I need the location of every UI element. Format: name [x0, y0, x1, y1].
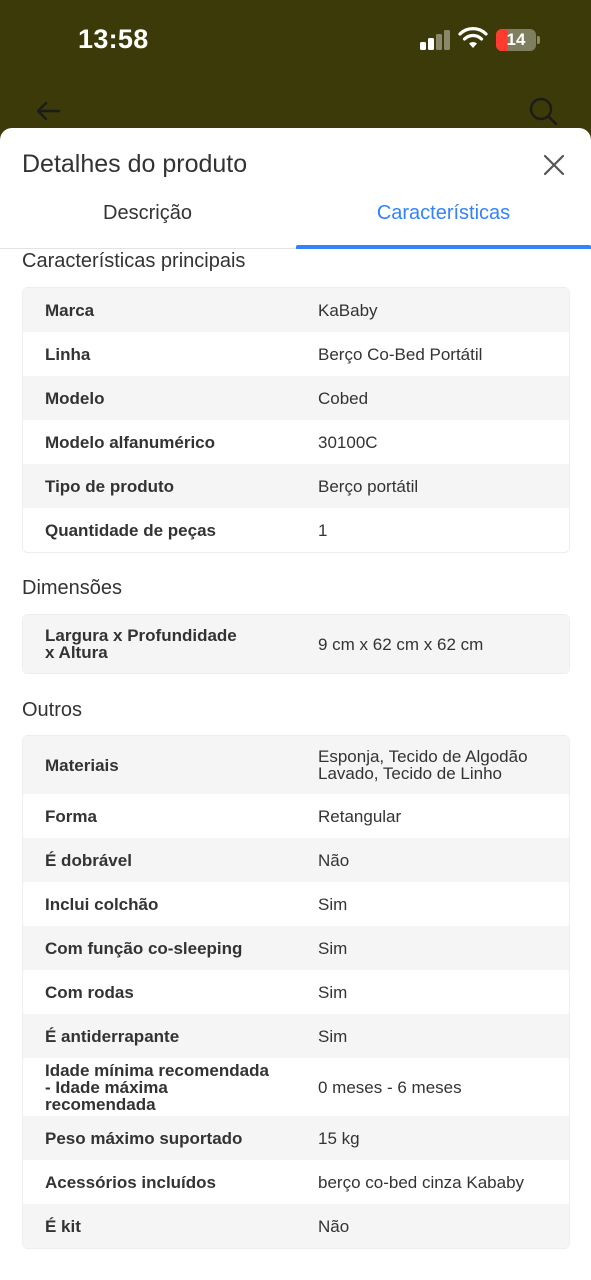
spec-value: Sim [318, 1026, 348, 1046]
battery-level: 14 [506, 30, 526, 49]
status-bar [0, 0, 591, 80]
spec-value: Berço portátil [318, 476, 419, 496]
table-row [23, 882, 569, 926]
table-row [23, 420, 569, 464]
spec-value: Não [318, 850, 350, 870]
spec-label: É antiderrapante [45, 1026, 180, 1046]
table-row [23, 376, 569, 420]
spec-value: 9 cm x 62 cm x 62 cm [318, 634, 484, 654]
spec-label: É kit [45, 1216, 81, 1236]
tab-bar [0, 190, 591, 249]
spec-label: Inclui colchão [45, 894, 159, 914]
spec-label: Marca [45, 300, 95, 320]
sheet-title: Detalhes do produto [22, 150, 248, 178]
spec-label: Forma [45, 806, 97, 826]
active-tab-indicator [296, 245, 591, 249]
spec-label: Modelo alfanumérico [45, 432, 216, 452]
wifi-icon [458, 26, 488, 50]
search-icon[interactable] [528, 96, 558, 126]
spec-value: Não [318, 1216, 350, 1236]
spec-table-principais [22, 287, 570, 553]
table-row [23, 1204, 569, 1248]
spec-label: É dobrável [45, 850, 132, 870]
spec-label: Linha [45, 344, 91, 364]
table-row [23, 332, 569, 376]
table-row [23, 464, 569, 508]
spec-value: 30100C [318, 432, 378, 452]
spec-value: Esponja, Tecido de Algodão Lavado, Tecido de Linho [318, 747, 528, 783]
table-row [23, 508, 569, 552]
spec-value: 0 meses - 6 meses [318, 1077, 462, 1097]
spec-label: Modelo [45, 388, 105, 408]
battery-icon [496, 29, 540, 51]
spec-value: Cobed [318, 388, 369, 408]
table-row [23, 615, 569, 673]
table-row [23, 736, 569, 794]
spec-value: 1 [318, 520, 328, 540]
cellular-signal-icon [420, 30, 452, 50]
section-title-dimensoes: Dimensões [22, 577, 123, 599]
table-row [23, 838, 569, 882]
spec-value: Sim [318, 894, 348, 914]
spec-label: Idade mínima recomendada - Idade máxima recomendada [45, 1060, 269, 1114]
table-row [23, 926, 569, 970]
section-title-outros: Outros [22, 699, 83, 721]
spec-value: Sim [318, 938, 348, 958]
tab-caracteristicas[interactable]: Características [376, 202, 511, 224]
spec-label: Quantidade de peças [45, 520, 216, 540]
table-row [23, 970, 569, 1014]
table-row [23, 1014, 569, 1058]
spec-label: Peso máximo suportado [45, 1128, 243, 1148]
spec-label: Acessórios incluídos [45, 1172, 216, 1192]
spec-label: Tipo de produto [45, 476, 175, 496]
table-row [23, 1116, 569, 1160]
spec-table-dimensoes [22, 614, 570, 674]
spec-value: berço co-bed cinza Kababy [318, 1172, 525, 1192]
spec-label: Materiais [45, 755, 119, 775]
spec-value: Retangular [318, 806, 402, 826]
close-icon[interactable] [540, 151, 568, 179]
spec-value: Berço Co-Bed Portátil [318, 344, 483, 364]
spec-value: Sim [318, 982, 348, 1002]
back-arrow-icon[interactable] [33, 96, 63, 126]
spec-label: Com rodas [45, 982, 134, 1002]
status-time: 13:58 [78, 24, 149, 54]
table-row [23, 288, 569, 332]
spec-value: KaBaby [318, 300, 378, 320]
product-details-sheet [0, 128, 591, 1280]
section-title-principais: Características principais [22, 250, 246, 272]
table-row [23, 794, 569, 838]
spec-table-outros [22, 735, 570, 1249]
spec-value: 15 kg [318, 1128, 360, 1148]
table-row [23, 1058, 569, 1116]
spec-label: Com função co-sleeping [45, 938, 243, 958]
tab-descricao[interactable]: Descrição [103, 202, 192, 224]
table-row [23, 1160, 569, 1204]
spec-label: Largura x Profundidade x Altura [45, 626, 237, 662]
